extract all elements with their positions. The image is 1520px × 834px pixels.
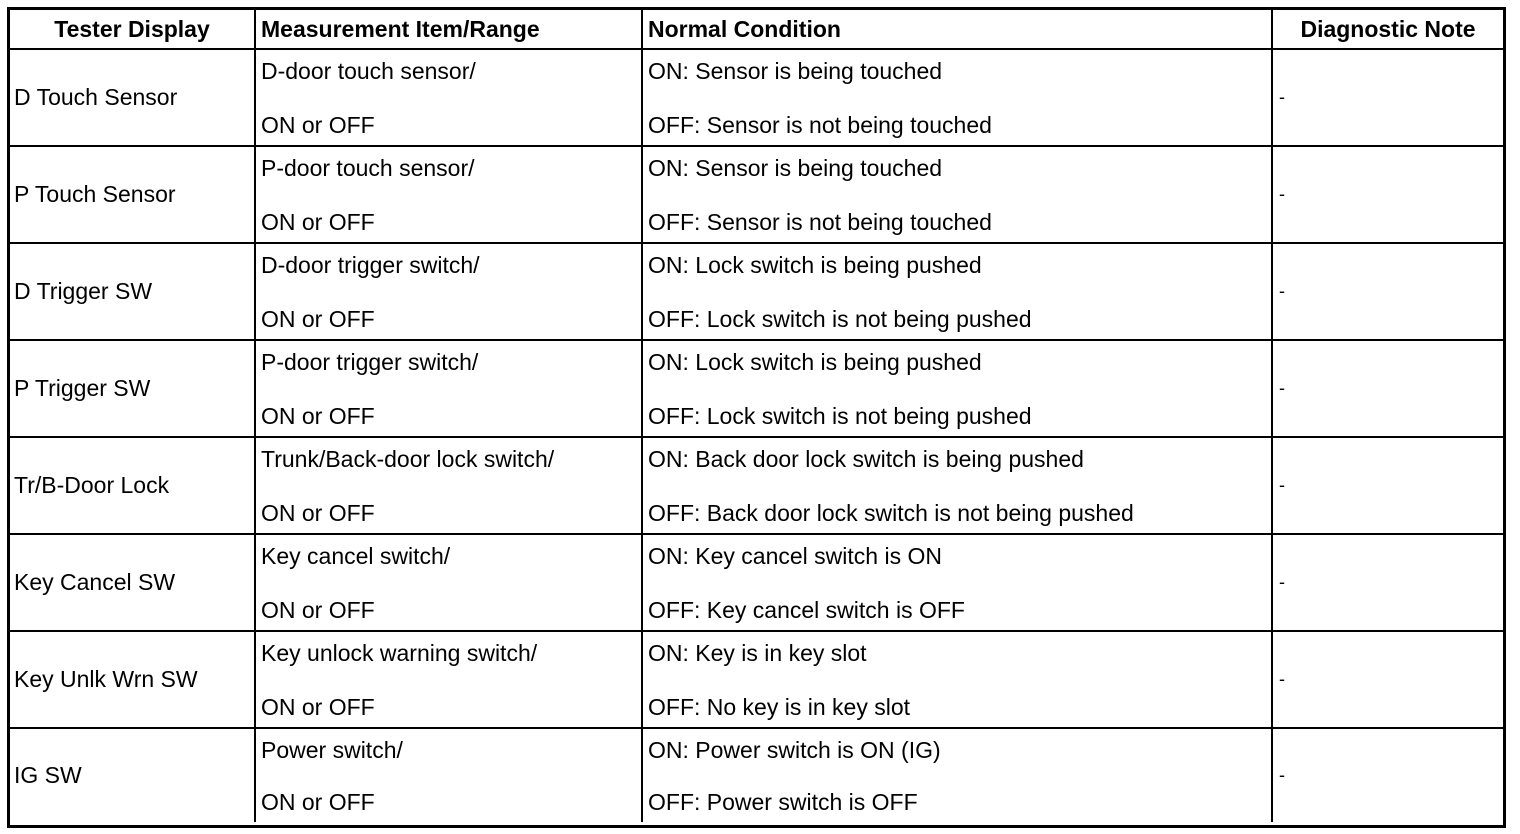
measurement-cell xyxy=(256,244,643,339)
tester-display-cell xyxy=(10,438,256,533)
header-measurement-item: Measurement Item/Range xyxy=(256,10,643,48)
measurement-range: ON or OFF xyxy=(261,112,375,138)
measurement-cell xyxy=(256,341,643,436)
diagnostic-note-text: - xyxy=(1279,281,1285,301)
measurement-item: Key unlock warning switch/ xyxy=(261,640,538,666)
diagnostic-note-cell xyxy=(1273,244,1503,339)
tester-display-text: P Touch Sensor xyxy=(14,181,176,207)
diagnostic-note-cell xyxy=(1273,438,1503,533)
measurement-item: Trunk/Back-door lock switch/ xyxy=(261,446,555,472)
tester-display-text: IG SW xyxy=(14,762,82,788)
tester-display-cell xyxy=(10,147,256,242)
condition-off: OFF: Lock switch is not being pushed xyxy=(648,306,1032,332)
diagnostic-note-cell xyxy=(1273,341,1503,436)
tester-display-cell xyxy=(10,341,256,436)
table-row xyxy=(10,729,1503,822)
condition-on: ON: Lock switch is being pushed xyxy=(648,349,982,375)
tester-display-cell xyxy=(10,632,256,727)
measurement-item: D-door touch sensor/ xyxy=(261,58,476,84)
measurement-item: D-door trigger switch/ xyxy=(261,252,480,278)
tester-display-text: P Trigger SW xyxy=(14,375,151,401)
tester-display-cell xyxy=(10,244,256,339)
measurement-cell xyxy=(256,535,643,630)
normal-condition-cell xyxy=(643,632,1273,727)
condition-on: ON: Lock switch is being pushed xyxy=(648,252,982,278)
measurement-item: P-door touch sensor/ xyxy=(261,155,475,181)
tester-display-cell xyxy=(10,729,256,822)
condition-off: OFF: Sensor is not being touched xyxy=(648,209,992,235)
normal-condition-cell xyxy=(643,729,1273,822)
tester-display-text: Key Unlk Wrn SW xyxy=(14,666,198,692)
condition-on: ON: Sensor is being touched xyxy=(648,155,943,181)
table-row xyxy=(10,50,1503,147)
tester-display-cell xyxy=(10,50,256,145)
measurement-item: Key cancel switch/ xyxy=(261,543,451,569)
measurement-range: ON or OFF xyxy=(261,694,375,720)
diagnostic-note-cell xyxy=(1273,535,1503,630)
normal-condition-cell xyxy=(643,147,1273,242)
table-row xyxy=(10,147,1503,244)
condition-off: OFF: Key cancel switch is OFF xyxy=(648,597,965,623)
header-tester-display: Tester Display xyxy=(10,10,256,48)
normal-condition-cell xyxy=(643,535,1273,630)
condition-off: OFF: Lock switch is not being pushed xyxy=(648,403,1032,429)
condition-off: OFF: Power switch is OFF xyxy=(648,789,918,815)
normal-condition-cell xyxy=(643,438,1273,533)
measurement-cell xyxy=(256,438,643,533)
table-row xyxy=(10,632,1503,729)
measurement-cell xyxy=(256,729,643,822)
measurement-range: ON or OFF xyxy=(261,789,375,815)
condition-on: ON: Key cancel switch is ON xyxy=(648,543,942,569)
diagnostic-note-text: - xyxy=(1279,378,1285,398)
tester-display-cell xyxy=(10,535,256,630)
tester-display-text: Tr/B-Door Lock xyxy=(14,472,170,498)
condition-off: OFF: No key is in key slot xyxy=(648,694,911,720)
diagnostic-note-cell xyxy=(1273,729,1503,822)
header-diagnostic-note: Diagnostic Note xyxy=(1300,15,1476,42)
measurement-range: ON or OFF xyxy=(261,500,375,526)
header-normal-condition: Normal Condition xyxy=(643,10,1273,48)
condition-on: ON: Back door lock switch is being pushed xyxy=(648,446,1084,472)
table-row xyxy=(10,535,1503,632)
normal-condition-cell xyxy=(643,50,1273,145)
measurement-item: Power switch/ xyxy=(261,737,403,763)
condition-off: OFF: Back door lock switch is not being pushed xyxy=(648,500,1134,526)
normal-condition-cell xyxy=(643,341,1273,436)
diagnostic-note-text: - xyxy=(1279,87,1285,107)
diagnostic-note-cell xyxy=(1273,147,1503,242)
normal-condition-cell xyxy=(643,244,1273,339)
condition-on: ON: Power switch is ON (IG) xyxy=(648,737,941,763)
table-header-row xyxy=(10,10,1503,50)
diagnostic-note-cell xyxy=(1273,632,1503,727)
condition-on: ON: Key is in key slot xyxy=(648,640,867,666)
tester-display-text: D Trigger SW xyxy=(14,278,153,304)
diagnostic-note-text: - xyxy=(1279,572,1285,592)
measurement-range: ON or OFF xyxy=(261,403,375,429)
measurement-range: ON or OFF xyxy=(261,306,375,332)
diagnostic-note-text: - xyxy=(1279,765,1285,785)
measurement-cell xyxy=(256,50,643,145)
diagnostic-note-text: - xyxy=(1279,475,1285,495)
measurement-range: ON or OFF xyxy=(261,209,375,235)
table-row xyxy=(10,341,1503,438)
measurement-range: ON or OFF xyxy=(261,597,375,623)
data-list-table xyxy=(7,7,1506,828)
diagnostic-note-text: - xyxy=(1279,669,1285,689)
tester-display-text: Key Cancel SW xyxy=(14,569,176,595)
measurement-item: P-door trigger switch/ xyxy=(261,349,479,375)
table-row xyxy=(10,438,1503,535)
tester-display-text: D Touch Sensor xyxy=(14,84,178,110)
table-row xyxy=(10,244,1503,341)
condition-off: OFF: Sensor is not being touched xyxy=(648,112,992,138)
measurement-cell xyxy=(256,147,643,242)
condition-on: ON: Sensor is being touched xyxy=(648,58,943,84)
measurement-cell xyxy=(256,632,643,727)
diagnostic-note-cell xyxy=(1273,50,1503,145)
diagnostic-note-text: - xyxy=(1279,184,1285,204)
